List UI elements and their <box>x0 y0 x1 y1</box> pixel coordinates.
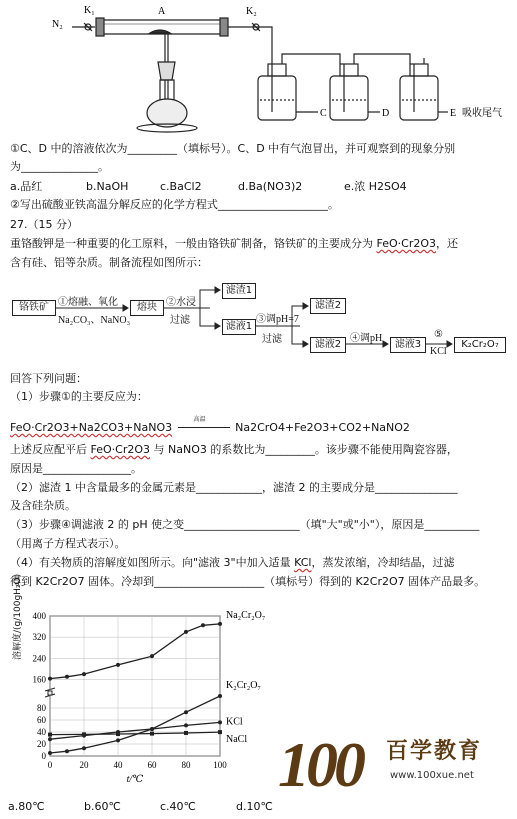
x-tick-label: 100 <box>213 760 227 770</box>
x-tick-label: 0 <box>47 760 53 770</box>
x-tick-label: 60 <box>147 760 157 770</box>
data-point <box>48 751 52 755</box>
series-line-KCl <box>50 722 220 739</box>
logo-name: 百学教育 <box>386 739 483 764</box>
y-tick-label: 40 <box>37 727 46 737</box>
intro-text: 重铬酸钾是一种重要的化工原料，一般由铬铁矿制备，铬铁矿的主要成分为 <box>10 237 377 250</box>
y-tick-label: 20 <box>37 739 46 749</box>
flow-filtrate2: 滤液2 <box>310 337 346 353</box>
s1-c: 与 NaNO3 的系数比为_________。该步骤不能使用陶瓷容器， <box>150 443 458 456</box>
flow-step5-reagent: KCl <box>430 346 447 357</box>
label-n2: N₂ <box>52 19 63 30</box>
label-d: D <box>382 108 390 119</box>
q-prev-line2: 为______________。 <box>10 160 109 173</box>
data-point <box>218 720 222 724</box>
series-label: K₂Cr₂O₇ <box>226 680 261 691</box>
data-point <box>150 654 154 658</box>
apparatus-diagram <box>0 0 517 135</box>
s2-line1: （2）滤渣 1 中含量最多的金属元素是____________，滤渣 2 的主要成分是_______________ <box>10 481 458 494</box>
answer-intro: 回答下列问题： <box>10 372 87 385</box>
s3-line1: （3）步骤④调滤液 2 的 pH 使之变_____________________（填"大"或"小"），原因是__________ <box>10 518 480 531</box>
option-b: b.NaOH <box>86 180 129 193</box>
label-e: E <box>450 108 457 119</box>
s1-title: （1）步骤①的主要反应为： <box>10 390 148 403</box>
data-point <box>65 675 69 679</box>
data-point <box>48 733 52 737</box>
data-point <box>48 677 52 681</box>
flow-product: K₂Cr₂O₇ <box>454 337 506 353</box>
label-a: A <box>158 6 166 17</box>
data-point <box>184 723 188 727</box>
x-tick-label: 40 <box>113 760 123 770</box>
x-axis-label: t/℃ <box>126 774 144 785</box>
data-point <box>218 622 222 626</box>
y-tick-label: 160 <box>32 674 46 685</box>
data-point <box>116 738 120 742</box>
intro-tail: ，还 <box>436 237 459 250</box>
s4-option-a: a.80℃ <box>8 800 45 813</box>
s4-option-d: d.10℃ <box>236 800 273 813</box>
data-point <box>48 737 52 741</box>
s4-option-b: b.60℃ <box>84 800 121 813</box>
x-tick-label: 80 <box>181 760 191 770</box>
label-k2: K₂ <box>246 6 257 17</box>
solubility-chart <box>0 598 300 794</box>
logo <box>278 728 483 802</box>
y-tick-label: 320 <box>32 632 46 643</box>
data-point <box>82 746 86 750</box>
s3-line2: （用离子方程式表示）。 <box>10 537 126 550</box>
flow-filter1: 过滤 <box>170 315 190 326</box>
flow-filtrate3: 滤液3 <box>390 337 426 353</box>
data-point <box>82 672 86 676</box>
data-point <box>218 730 222 734</box>
flow-step5: ⑤ <box>434 329 443 340</box>
series-label: NaCl <box>226 734 248 746</box>
flow-filter2: 过滤 <box>262 334 282 345</box>
label-tail-gas: 吸收尾气 <box>462 108 502 119</box>
option-d: d.Ba(NO3)2 <box>238 180 303 193</box>
data-point <box>218 694 222 698</box>
eq-arrow <box>176 416 232 433</box>
s4-kcl: KCl <box>294 556 312 569</box>
label-c: C <box>320 108 327 119</box>
series-line-Na₂Cr₂O₇ <box>50 624 220 679</box>
flow-step1: ①熔融、氧化 <box>58 297 118 308</box>
flow-melt: 熔块 <box>130 300 164 316</box>
y-tick-label: 80 <box>37 703 46 713</box>
data-point <box>82 732 86 736</box>
s1-a: 上述反应配平后 <box>10 443 91 456</box>
data-point <box>150 732 154 736</box>
s4-line2: 得到 K2Cr2O7 固体。冷却到____________________（填标号）得到的 K2Cr2O7 固体产品最多。 <box>10 575 486 588</box>
y-tick-label: 0 <box>41 751 46 761</box>
intro-formula: FeO·Cr2O3 <box>376 237 437 250</box>
s1-line1 <box>10 443 458 457</box>
q-prev-line1: ①C、D 中的溶液依次为_________（填标号）。C、D 中有气泡冒出，并可观察到的现象分别 <box>10 142 456 155</box>
q27-header: 27.（15 分） <box>10 218 78 231</box>
y-tick-label: 240 <box>32 653 46 664</box>
option-c: c.BaCl2 <box>160 180 202 193</box>
flow-filtrate1: 滤液1 <box>222 319 256 335</box>
eq-right: Na2CrO4+Fe2O3+CO2+NaNO2 <box>235 421 410 434</box>
series-line-NaCl <box>50 732 220 735</box>
y-tick-label: 60 <box>37 715 46 725</box>
flow-step3: ③调pH=7 <box>256 314 299 325</box>
y-tick-label: 400 <box>32 611 46 621</box>
option-a: a.品红 <box>10 180 43 193</box>
flow-ore: 铬铁矿 <box>12 300 56 316</box>
logo-number: 100 <box>278 729 362 800</box>
s4-line1 <box>10 556 454 570</box>
s4-option-c: c.40℃ <box>160 800 196 813</box>
chart-ylabel: 溶解度/(g/100gH₂O) <box>13 573 23 660</box>
data-point <box>65 749 69 753</box>
flow-step1-reagents: Na₂CO₃、NaNO₃ <box>58 315 131 326</box>
s1-line2: 原因是________________。 <box>10 462 142 475</box>
flow-step4: ④调pH <box>350 333 383 344</box>
option-e: e.浓 H2SO4 <box>344 180 407 193</box>
s1-formula: FeO·Cr2O3 <box>90 443 151 456</box>
s2-line2: 及含硅杂质。 <box>10 499 76 512</box>
data-point <box>184 731 188 735</box>
flow-residue1: 滤渣1 <box>222 283 256 299</box>
flow-residue2: 滤渣2 <box>310 298 346 314</box>
s4-a: （4）有关物质的溶解度如图所示。向"滤液 3"中加入适量 <box>10 556 295 569</box>
series-label: KCl <box>226 716 243 728</box>
flow-step2: ②水浸 <box>166 297 196 308</box>
q27-intro1 <box>10 237 458 251</box>
s4-c: ，蒸发浓缩，冷却结晶，过滤 <box>311 556 455 569</box>
data-point <box>116 663 120 667</box>
data-point <box>150 727 154 731</box>
q-prev-line3: ②写出硫酸亚铁高温分解反应的化学方程式____________________。 <box>10 198 339 211</box>
data-point <box>201 623 205 627</box>
q27-intro2: 含有硅、铝等杂质。制备流程如图所示： <box>10 256 208 269</box>
eq-left: FeO·Cr2O3+Na2CO3+NaNO3 <box>10 421 173 434</box>
logo-url: www.100xue.net <box>390 770 474 781</box>
x-tick-label: 20 <box>79 760 89 770</box>
s1-equation <box>10 416 410 435</box>
eq-condition: 高温 <box>193 416 206 423</box>
series-label: Na₂Cr₂O₇ <box>226 609 266 621</box>
data-point <box>184 710 188 714</box>
data-point <box>116 732 120 736</box>
label-k1: K₁ <box>84 5 95 16</box>
data-point <box>184 630 188 634</box>
